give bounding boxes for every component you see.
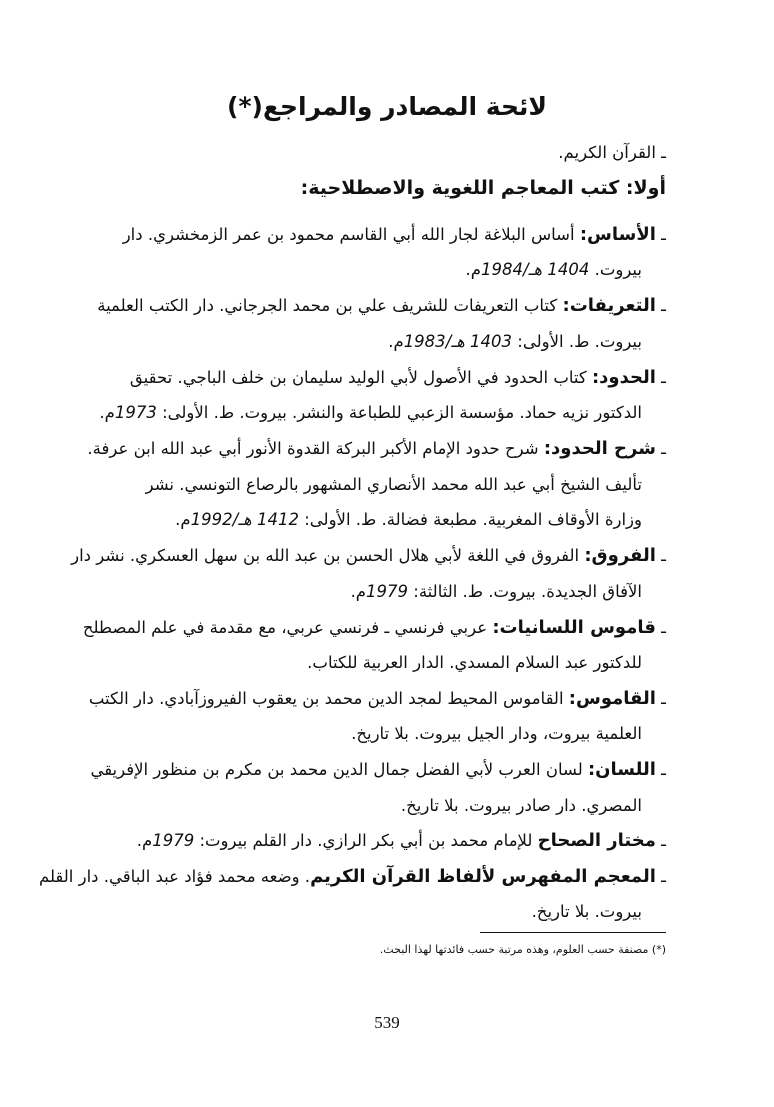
entry-term: اللسان:: [587, 759, 656, 780]
entry-text: المصري. دار صادر بيروت. بلا تاريخ.: [400, 796, 642, 815]
page-number: 539: [374, 1013, 400, 1032]
entry-text: تأليف الشيخ أبي عبد الله محمد الأنصاري المشهور بالرصاع التونسي. نشر: [145, 475, 642, 494]
entry-qamus-line-1: [88, 687, 666, 711]
entry-sharh-hudud-line-3: [106, 508, 642, 532]
entry-mukhtar-line-1: [106, 829, 666, 853]
entry-sharh-hudud-line-2: [106, 473, 642, 497]
entry-term: قاموس اللسانيات:: [492, 617, 656, 638]
entry-text: الفروق في اللغة لأبي هلال الحسن بن عبد الله بن سهل العسكري. نشر دار: [71, 546, 585, 565]
entry-date: 1404 هـ/1984: [480, 260, 590, 279]
entry-dash: ـ: [655, 831, 666, 850]
entry-qamus-lisaniyat-line-1: [82, 616, 666, 640]
entry-dash: ـ: [655, 296, 666, 315]
entry-text: بيروت. بلا تاريخ.: [531, 902, 642, 921]
entry-hudud-line-1: [106, 366, 666, 390]
entry-term: الحدود:: [591, 367, 656, 388]
entry-date: 1412 هـ/1992: [190, 510, 299, 529]
entry-asas-line-1: [106, 223, 666, 247]
entry-lisan-line-2: [106, 794, 642, 818]
entry-text: بيروت. ط. الأولى:: [512, 332, 642, 351]
entry-qamus-lisaniyat-line-2: [106, 651, 642, 675]
entry-text: العلمية بيروت، ودار الجيل بيروت. بلا تاريخ.: [351, 724, 642, 743]
entry-text: . وضعه محمد فؤاد عبد الباقي. دار القلم: [38, 867, 311, 886]
entry-date: 1979: [366, 582, 409, 601]
entry-lisan-line-1: [90, 758, 666, 782]
entry-hudud-line-2: [99, 401, 642, 425]
entry-text: الآفاق الجديدة. بيروت. ط. الثالثة:: [408, 582, 642, 601]
section-heading: أولا: كتب المعاجم اللغوية والاصطلاحية:: [300, 177, 666, 199]
entry-text: عربي فرنسي ـ فرنسي عربي، مع مقدمة في علم المصطلح: [82, 618, 493, 637]
entry-dash: ـ: [655, 546, 666, 565]
entry-asas-line-2: [106, 258, 642, 282]
entry-taarifat-line-1: [97, 294, 666, 318]
entry-taarifat-line-2: [106, 330, 642, 354]
entry-term: المعجم المفهرس لألفاظ القرآن الكريم: [310, 866, 656, 887]
entry-dash: ـ: [655, 618, 666, 637]
entry-text: وزارة الأوقاف المغربية. مطبعة فضالة. ط. الأولى:: [298, 510, 642, 529]
entry-qamus-line-2: [106, 722, 642, 746]
entry-dash: ـ: [655, 760, 666, 779]
entry-furuq-line-2: [106, 580, 642, 604]
entry-mujam-line-2: [106, 900, 642, 924]
entry-text: لسان العرب لأبي الفضل جمال الدين محمد بن مكرم بن منظور الإفريقي: [90, 760, 588, 779]
entry-term: التعريفات:: [562, 295, 656, 316]
entry-text: كتاب التعريفات للشريف علي بن محمد الجرجاني. دار الكتب العلمية: [97, 296, 563, 315]
entry-furuq-line-1: [71, 544, 666, 568]
entry-text: للدكتور عبد السلام المسدي. الدار العربية للكتاب.: [307, 653, 642, 672]
entry-dash: ـ: [655, 867, 666, 886]
entry-term: شرح الحدود:: [543, 438, 656, 459]
entry-text: أساس البلاغة لجار الله أبي القاسم محمود بن عمر الزمخشري. دار: [122, 225, 580, 244]
entry-text: م.: [388, 332, 404, 351]
entry-text: كتاب الحدود في الأصول لأبي الوليد سليمان بن خلف الباجي. تحقيق: [129, 368, 592, 387]
entry-date: 1973: [114, 403, 157, 422]
entry-text: م.: [175, 510, 191, 529]
entry-date: 1979: [152, 831, 195, 850]
entry-dash: ـ: [655, 439, 666, 458]
page-title: لائحة المصادر والمراجع(*): [227, 92, 547, 121]
entry-text: شرح حدود الإمام الأكبر البركة القدوة الأنور أبي عبد الله ابن عرفة.: [87, 439, 544, 458]
entry-text: بيروت.: [589, 260, 642, 279]
entry-text: القاموس المحيط لمجد الدين محمد بن يعقوب الفيروزآبادي. دار الكتب: [88, 689, 569, 708]
entry-term: مختار الصحاح: [537, 830, 656, 851]
entry-term: القاموس:: [568, 688, 656, 709]
entry-dash: ـ: [655, 368, 666, 387]
entry-mujam-line-1: [38, 865, 666, 889]
footnote: (*) مصنفة حسب العلوم، وهذه مرتبة حسب فائدتها لهذا البحث.: [379, 943, 666, 956]
entry-text: م.: [99, 403, 115, 422]
entry-text: م.: [465, 260, 481, 279]
entry-sharh-hudud-line-1: [87, 437, 666, 461]
entry-dash: ـ: [655, 689, 666, 708]
entry-text: الدكتور نزيه حماد. مؤسسة الزعبي للطباعة والنشر. بيروت. ط. الأولى:: [156, 403, 642, 422]
entry-term: الفروق:: [584, 545, 656, 566]
entry-term: الأساس:: [579, 224, 656, 245]
footnote-divider: [480, 932, 666, 933]
entry-text: للإمام محمد بن أبي بكر الرازي. دار القلم بيروت:: [194, 831, 538, 850]
entry-dash: ـ: [655, 225, 666, 244]
entry-text: م.: [136, 831, 153, 850]
entry-date: 1403 هـ/1983: [403, 332, 513, 351]
entry-text: م.: [350, 582, 367, 601]
quran-line: ـ القرآن الكريم.: [558, 143, 666, 162]
